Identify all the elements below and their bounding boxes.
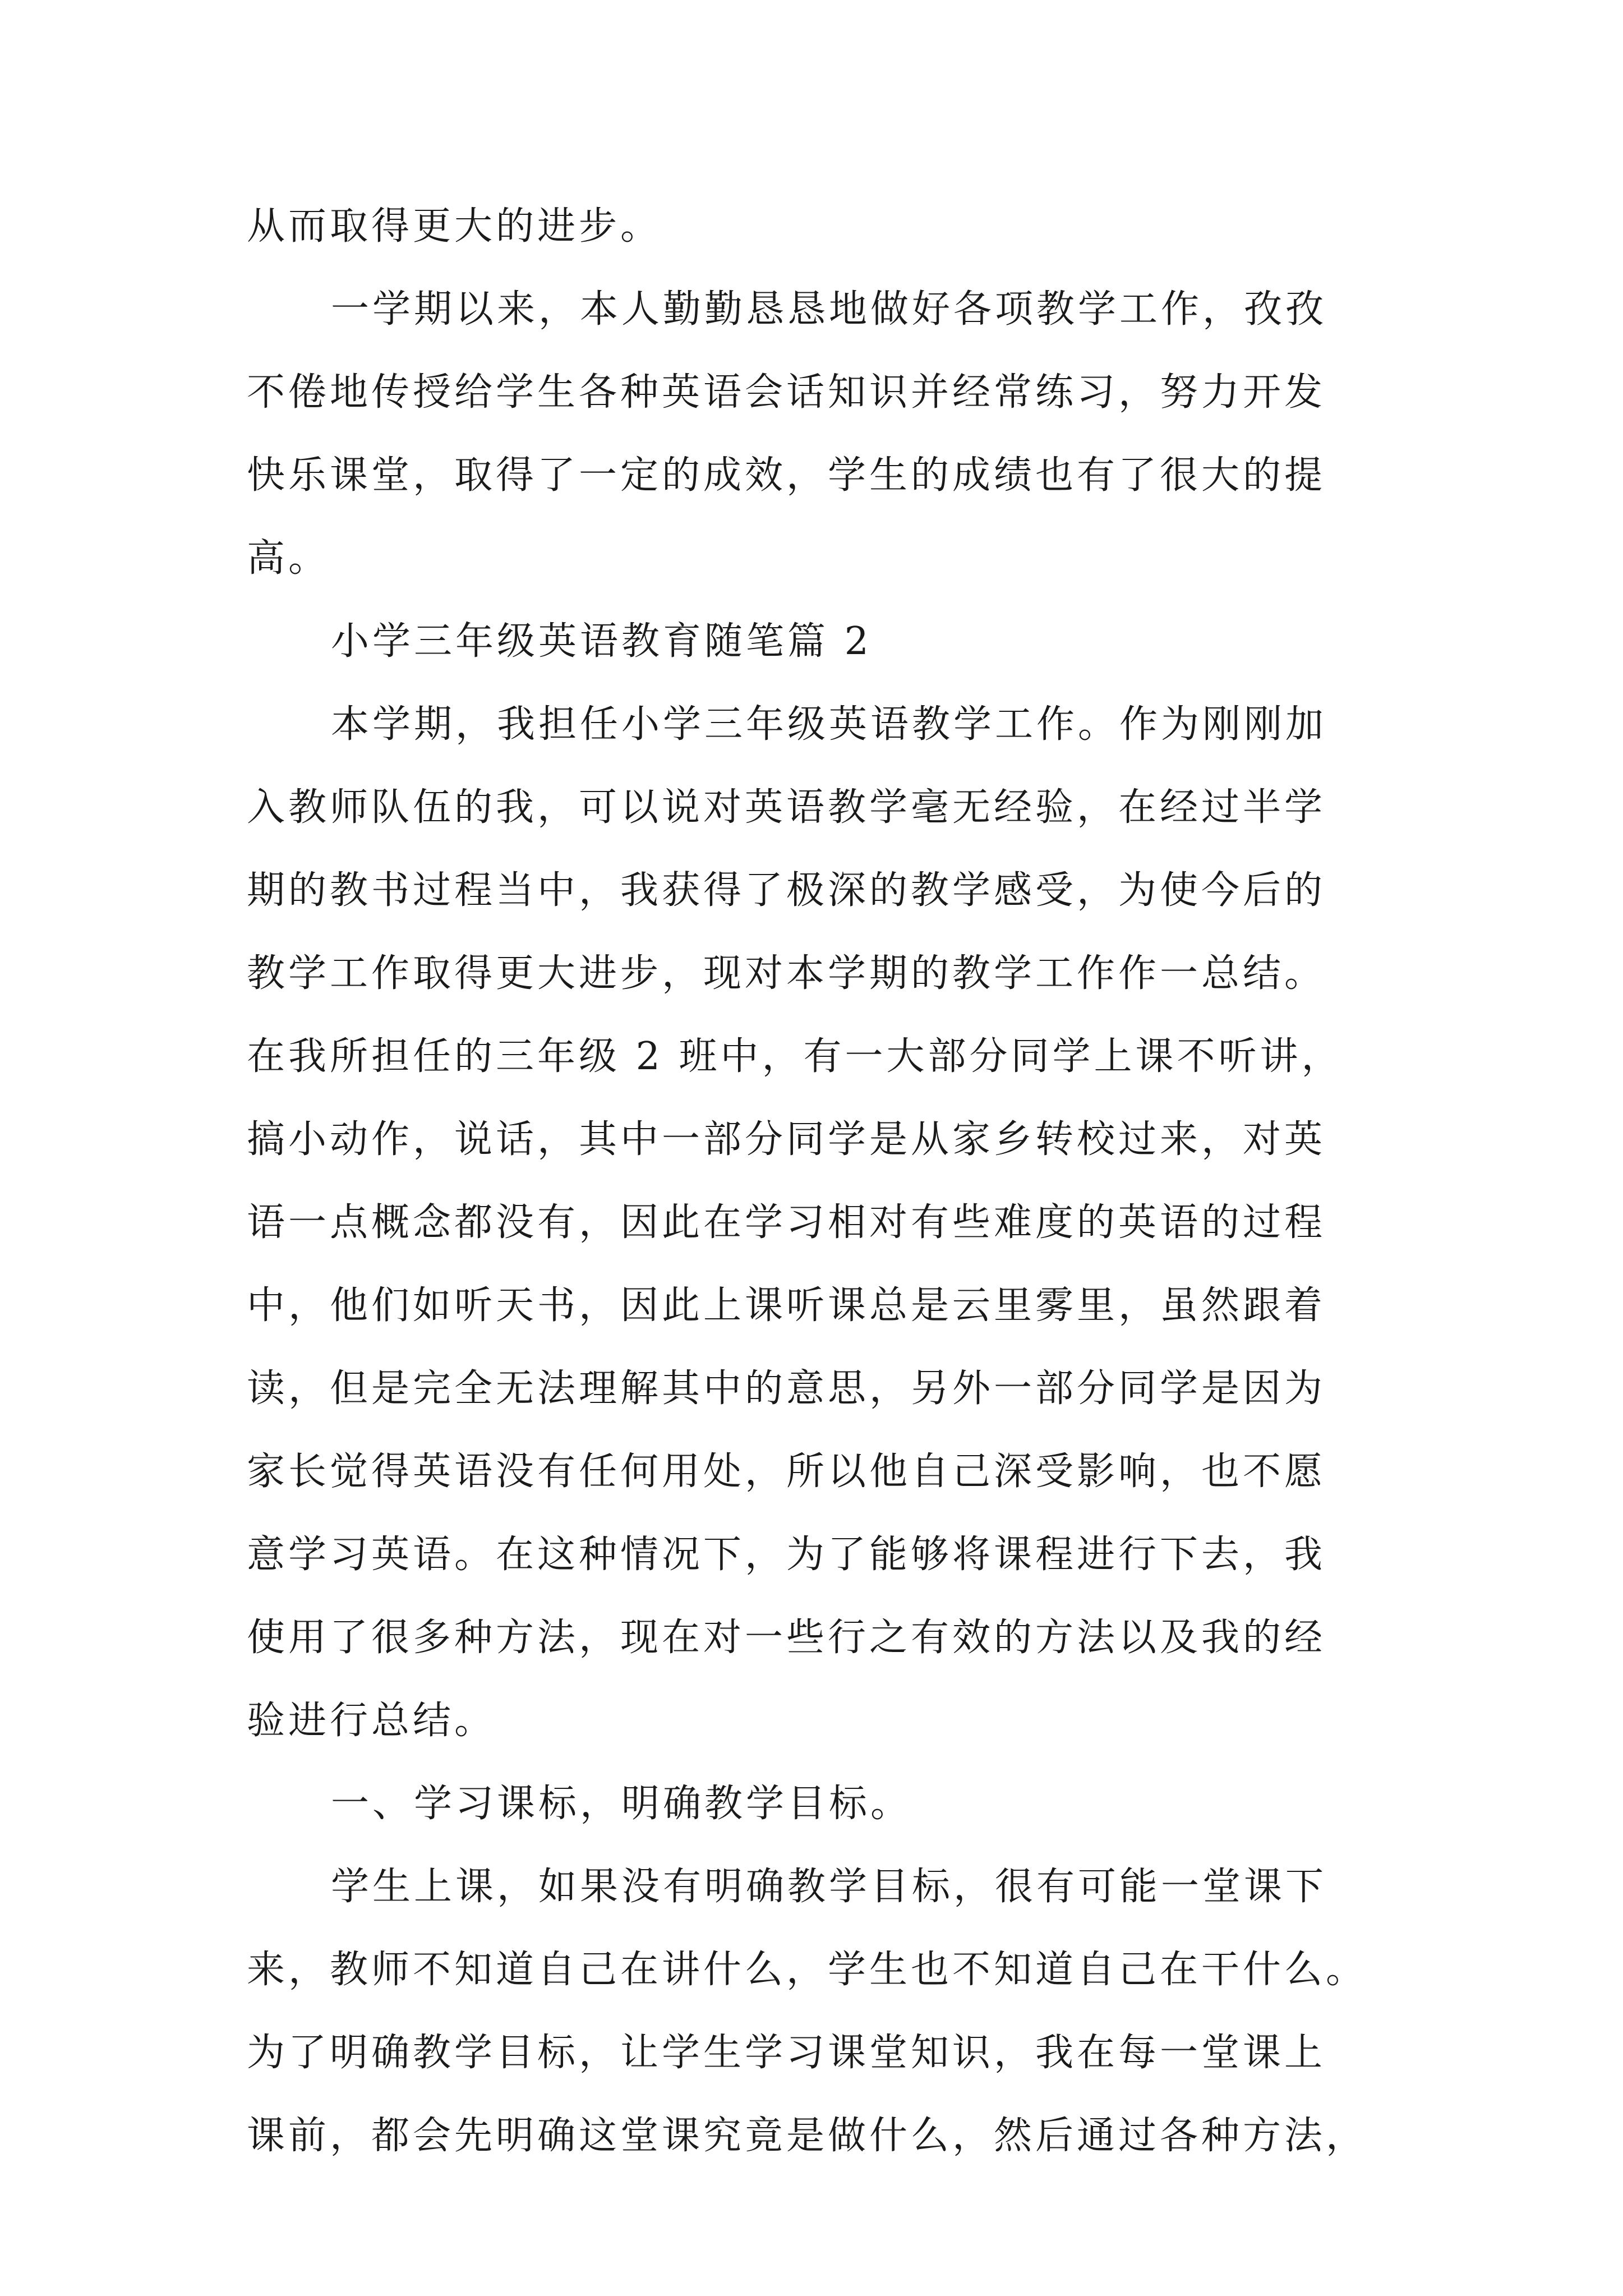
text-line: 高。 (247, 536, 330, 581)
text-line: 为了明确教学目标，让学生学习课堂知识，我在每一堂课上 (247, 2031, 1326, 2075)
text-line: 快乐课堂，取得了一定的成效，学生的成绩也有了很大的提 (247, 453, 1326, 498)
text-line: 不倦地传授给学生各种英语会话知识并经常练习，努力开发 (247, 370, 1326, 415)
text-line: 来，教师不知道自己在讲什么，学生也不知道自己在干什么。 (247, 1948, 1368, 1992)
text-line: 教学工作取得更大进步，现对本学期的教学工作作一总结。 (247, 951, 1326, 996)
text-line: 小学三年级英语教育随笔篇 2 (331, 619, 872, 664)
text-line: 使用了很多种方法，现在对一些行之有效的方法以及我的经 (247, 1616, 1326, 1660)
text-line: 期的教书过程当中，我获得了极深的教学感受，为使今后的 (247, 868, 1326, 913)
text-line: 本学期，我担任小学三年级英语教学工作。作为刚刚加 (331, 702, 1327, 747)
text-line: 课前，都会先明确这堂课究竟是做什么，然后通过各种方法， (247, 2114, 1368, 2158)
text-line: 语一点概念都没有，因此在学习相对有些难度的英语的过程 (247, 1200, 1326, 1245)
text-line: 意学习英语。在这种情况下，为了能够将课程进行下去，我 (247, 1533, 1326, 1577)
text-line: 验进行总结。 (247, 1699, 496, 1743)
text-line: 读，但是完全无法理解其中的意思，另外一部分同学是因为 (247, 1366, 1326, 1411)
document-body (247, 185, 1385, 2178)
text-line: 家长觉得英语没有任何用处，所以他自己深受影响，也不愿 (247, 1450, 1326, 1494)
text-line: 搞小动作，说话，其中一部分同学是从家乡转校过来，对英 (247, 1117, 1326, 1162)
text-line: 入教师队伍的我，可以说对英语教学毫无经验，在经过半学 (247, 785, 1326, 830)
text-line: 一学期以来，本人勤勤恳恳地做好各项教学工作，孜孜 (331, 287, 1327, 332)
text-line: 一、学习课标，明确教学目标。 (331, 1782, 912, 1826)
text-line: 中，他们如听天书，因此上课听课总是云里雾里，虽然跟着 (247, 1283, 1326, 1328)
text-line: 学生上课，如果没有明确教学目标，很有可能一堂课下 (331, 1865, 1327, 1909)
text-line: 从而取得更大的进步。 (247, 204, 662, 249)
text-line: 在我所担任的三年级 2 班中，有一大部分同学上课不听讲， (247, 1034, 1343, 1079)
